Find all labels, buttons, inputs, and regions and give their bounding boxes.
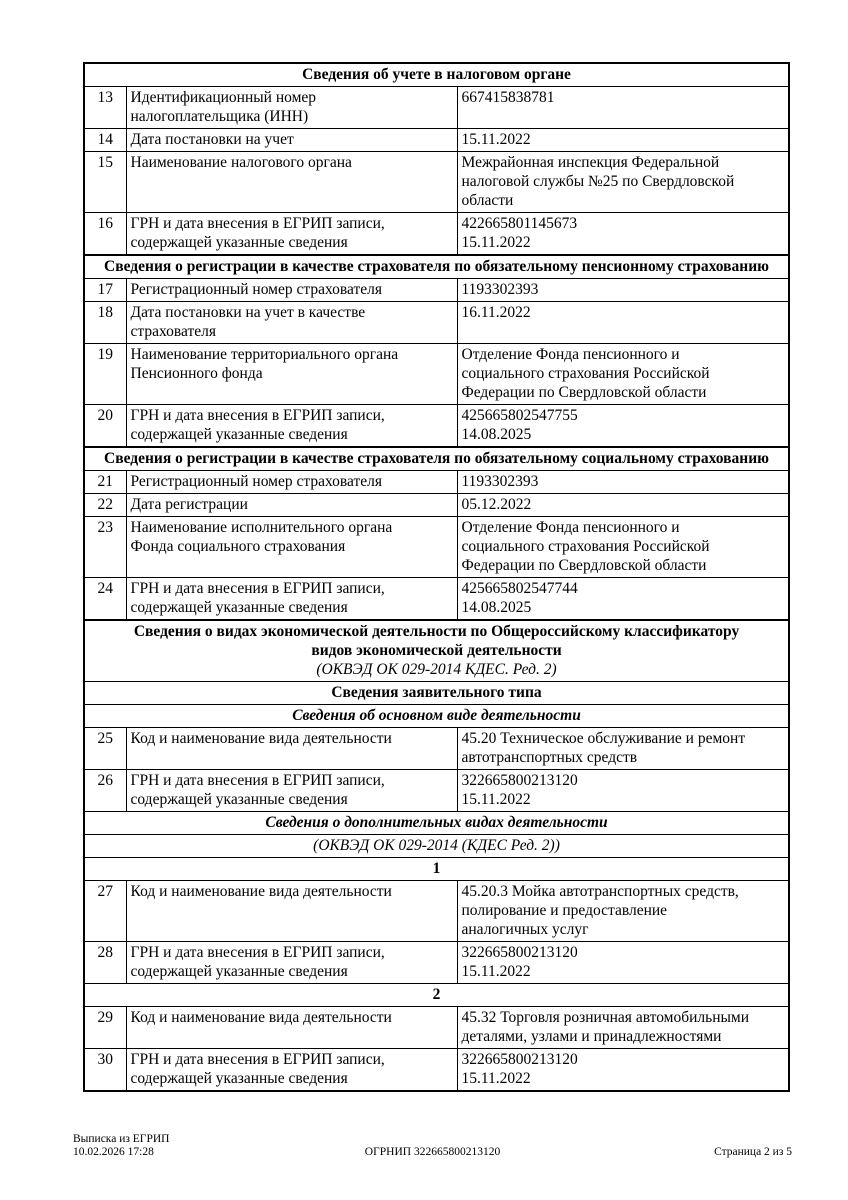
row-number-cell: 18 bbox=[84, 302, 126, 344]
table-row bbox=[84, 471, 789, 494]
row-number-cell: 17 bbox=[84, 279, 126, 302]
row-value-line: социального страхования Российской bbox=[461, 538, 710, 555]
section-header-cell bbox=[84, 620, 789, 682]
row-value-cell bbox=[457, 344, 789, 405]
row-value-line: Отделение Фонда пенсионного и bbox=[461, 519, 680, 536]
page-footer bbox=[73, 1133, 792, 1163]
section-header-line: 2 bbox=[432, 986, 441, 1003]
egrip-table-body bbox=[84, 63, 789, 1091]
table-row bbox=[84, 1049, 789, 1092]
table-row bbox=[84, 728, 789, 770]
row-value-line: 14.08.2025 bbox=[461, 599, 532, 616]
footer-left-block bbox=[73, 1133, 169, 1159]
row-number-cell: 21 bbox=[84, 471, 126, 494]
row-number-cell: 26 bbox=[84, 770, 126, 812]
row-value-line: 14.08.2025 bbox=[461, 426, 532, 443]
table-row bbox=[84, 302, 789, 344]
section-header-line: Сведения об учете в налоговом органе bbox=[302, 66, 571, 83]
row-value-cell bbox=[457, 881, 789, 942]
row-label-cell bbox=[126, 213, 457, 256]
row-label-line: Код и наименование вида деятельности bbox=[130, 883, 392, 900]
row-number-cell: 29 bbox=[84, 1007, 126, 1049]
row-value-cell bbox=[457, 87, 789, 129]
row-value-line: 45.20.3 Мойка автотранспортных средств, bbox=[461, 883, 739, 900]
egrip-table bbox=[83, 62, 790, 1092]
section-header-line: Сведения об основном виде деятельности bbox=[292, 707, 581, 724]
row-number-cell: 20 bbox=[84, 405, 126, 448]
section-header-row bbox=[84, 835, 789, 858]
row-value-cell bbox=[457, 213, 789, 256]
row-number-cell: 25 bbox=[84, 728, 126, 770]
section-header-row bbox=[84, 620, 789, 682]
row-value-line: 15.11.2022 bbox=[461, 791, 531, 808]
row-label-line: Регистрационный номер страхователя bbox=[130, 281, 382, 298]
section-header-row bbox=[84, 255, 789, 279]
row-value-line: Отделение Фонда пенсионного и bbox=[461, 346, 680, 363]
row-label-line: страхователя bbox=[130, 323, 216, 340]
section-header-line: Сведения о регистрации в качестве страхователя по обязательному социальному страхованию bbox=[104, 450, 769, 467]
row-label-line: ГРН и дата внесения в ЕГРИП записи, bbox=[130, 1051, 385, 1068]
row-label-line: ГРН и дата внесения в ЕГРИП записи, bbox=[130, 407, 385, 424]
row-value-line: налоговой службы №25 по Свердловской bbox=[461, 173, 735, 190]
row-label-line: содержащей указанные сведения bbox=[130, 963, 348, 980]
row-value-line: полирование и предоставление bbox=[461, 902, 668, 919]
section-header-row bbox=[84, 858, 789, 881]
row-label-line: ГРН и дата внесения в ЕГРИП записи, bbox=[130, 944, 385, 961]
row-value-line: 322665800213120 bbox=[461, 772, 578, 789]
row-label-cell bbox=[126, 279, 457, 302]
row-label-line: Дата постановки на учет bbox=[130, 131, 294, 148]
section-header-line: 1 bbox=[432, 860, 441, 877]
table-row bbox=[84, 494, 789, 517]
row-value-cell bbox=[457, 728, 789, 770]
row-label-line: налогоплательщика (ИНН) bbox=[130, 108, 309, 125]
table-row bbox=[84, 770, 789, 812]
row-value-line: 16.11.2022 bbox=[461, 304, 531, 321]
row-value-line: социального страхования Российской bbox=[461, 365, 710, 382]
row-value-line: 15.11.2022 bbox=[461, 1070, 531, 1087]
row-value-cell bbox=[457, 405, 789, 448]
section-header-line: (ОКВЭД ОК 029-2014 (КДЕС Ред. 2)) bbox=[313, 837, 560, 854]
row-value-line: 322665800213120 bbox=[461, 944, 578, 961]
section-header-row bbox=[84, 447, 789, 471]
row-label-line: содержащей указанные сведения bbox=[130, 426, 348, 443]
row-value-line: 45.32 Торговля розничная автомобильными bbox=[461, 1009, 750, 1026]
row-label-line: содержащей указанные сведения bbox=[130, 234, 348, 251]
row-value-cell bbox=[457, 494, 789, 517]
row-number-cell: 15 bbox=[84, 152, 126, 213]
row-value-line: 322665800213120 bbox=[461, 1051, 578, 1068]
row-value-cell bbox=[457, 129, 789, 152]
row-number-cell: 13 bbox=[84, 87, 126, 129]
table-row bbox=[84, 129, 789, 152]
table-row bbox=[84, 517, 789, 578]
row-label-line: Идентификационный номер bbox=[130, 89, 317, 106]
section-header-cell bbox=[84, 984, 789, 1007]
row-label-line: ГРН и дата внесения в ЕГРИП записи, bbox=[130, 215, 385, 232]
row-value-line: 45.20 Техническое обслуживание и ремонт bbox=[461, 730, 746, 747]
row-value-line: 667415838781 bbox=[461, 89, 555, 106]
row-value-line: Федерации по Свердловской области bbox=[461, 384, 707, 401]
table-row bbox=[84, 87, 789, 129]
row-value-cell bbox=[457, 517, 789, 578]
table-row bbox=[84, 578, 789, 621]
row-label-cell bbox=[126, 129, 457, 152]
row-value-line: автотранспортных средств bbox=[461, 749, 638, 766]
row-value-line: деталями, узлами и принадлежностями bbox=[461, 1028, 722, 1045]
row-label-line: Регистрационный номер страхователя bbox=[130, 473, 382, 490]
section-header-row bbox=[84, 63, 789, 87]
row-number-cell: 28 bbox=[84, 942, 126, 984]
section-header-row bbox=[84, 984, 789, 1007]
section-header-cell bbox=[84, 682, 789, 705]
row-label-cell bbox=[126, 770, 457, 812]
row-label-cell bbox=[126, 471, 457, 494]
section-header-cell bbox=[84, 812, 789, 835]
section-header-line: Сведения о дополнительных видах деятельности bbox=[265, 814, 608, 831]
row-value-line: области bbox=[461, 192, 514, 209]
section-header-cell bbox=[84, 63, 789, 87]
row-number-cell: 19 bbox=[84, 344, 126, 405]
row-value-line: 15.11.2022 bbox=[461, 963, 531, 980]
section-header-cell bbox=[84, 255, 789, 279]
row-label-line: Пенсионного фонда bbox=[130, 365, 263, 382]
table-row bbox=[84, 1007, 789, 1049]
row-label-line: Код и наименование вида деятельности bbox=[130, 1009, 392, 1026]
row-value-line: 425665802547744 bbox=[461, 580, 578, 597]
row-label-line: Дата постановки на учет в качестве bbox=[130, 304, 366, 321]
section-header-cell bbox=[84, 858, 789, 881]
row-value-line: 425665802547755 bbox=[461, 407, 578, 424]
row-value-cell bbox=[457, 578, 789, 621]
table-row bbox=[84, 881, 789, 942]
row-value-cell bbox=[457, 942, 789, 984]
row-label-cell bbox=[126, 942, 457, 984]
section-header-row bbox=[84, 705, 789, 728]
row-value-line: 15.11.2022 bbox=[461, 234, 531, 251]
row-label-line: Наименование территориального органа bbox=[130, 346, 399, 363]
row-value-cell bbox=[457, 471, 789, 494]
row-value-cell bbox=[457, 152, 789, 213]
row-value-line: 1193302393 bbox=[461, 473, 539, 490]
row-label-cell bbox=[126, 152, 457, 213]
row-value-cell bbox=[457, 1007, 789, 1049]
row-label-cell bbox=[126, 344, 457, 405]
section-header-cell bbox=[84, 447, 789, 471]
row-label-line: содержащей указанные сведения bbox=[130, 791, 348, 808]
row-label-line: Фонда социального страхования bbox=[130, 538, 346, 555]
row-value-cell bbox=[457, 302, 789, 344]
table-row bbox=[84, 344, 789, 405]
row-value-line: Межрайонная инспекция Федеральной bbox=[461, 154, 720, 171]
table-row bbox=[84, 942, 789, 984]
section-header-cell bbox=[84, 705, 789, 728]
row-value-cell bbox=[457, 279, 789, 302]
row-label-line: Код и наименование вида деятельности bbox=[130, 730, 392, 747]
row-label-cell bbox=[126, 1007, 457, 1049]
row-number-cell: 16 bbox=[84, 213, 126, 256]
row-value-line: аналогичных услуг bbox=[461, 921, 589, 938]
row-label-line: Наименование налогового органа bbox=[130, 154, 352, 171]
row-label-line: Дата регистрации bbox=[130, 496, 248, 513]
row-number-cell: 30 bbox=[84, 1049, 126, 1092]
row-label-cell bbox=[126, 302, 457, 344]
row-number-cell: 14 bbox=[84, 129, 126, 152]
row-label-line: содержащей указанные сведения bbox=[130, 599, 348, 616]
row-label-cell bbox=[126, 728, 457, 770]
row-value-line: 422665801145673 bbox=[461, 215, 578, 232]
section-header-row bbox=[84, 682, 789, 705]
row-number-cell: 23 bbox=[84, 517, 126, 578]
row-number-cell: 24 bbox=[84, 578, 126, 621]
row-value-line: 05.12.2022 bbox=[461, 496, 532, 513]
row-value-cell bbox=[457, 1049, 789, 1092]
section-header-row bbox=[84, 812, 789, 835]
section-header-line: Сведения о видах экономической деятельности по Общероссийскому классификатору bbox=[133, 623, 740, 640]
section-header-line: Сведения заявительного типа bbox=[331, 684, 542, 701]
row-label-cell bbox=[126, 881, 457, 942]
row-label-cell bbox=[126, 405, 457, 448]
section-header-cell bbox=[84, 835, 789, 858]
footer-timestamp: 10.02.2026 17:28 bbox=[73, 1146, 154, 1158]
row-value-line: 1193302393 bbox=[461, 281, 539, 298]
row-value-line: Федерации по Свердловской области bbox=[461, 557, 707, 574]
footer-document-type: Выписка из ЕГРИП bbox=[73, 1133, 170, 1145]
row-label-line: содержащей указанные сведения bbox=[130, 1070, 348, 1087]
table-row bbox=[84, 152, 789, 213]
row-label-cell bbox=[126, 87, 457, 129]
row-label-line: Наименование исполнительного органа bbox=[130, 519, 393, 536]
row-label-cell bbox=[126, 517, 457, 578]
row-number-cell: 22 bbox=[84, 494, 126, 517]
section-header-line: видов экономической деятельности bbox=[311, 642, 562, 659]
row-number-cell: 27 bbox=[84, 881, 126, 942]
footer-ogrnip: ОГРНИП 322665800213120 bbox=[364, 1146, 501, 1158]
section-header-line: (ОКВЭД ОК 029-2014 КДЕС. Ред. 2) bbox=[316, 661, 557, 678]
row-label-cell bbox=[126, 494, 457, 517]
row-label-cell bbox=[126, 1049, 457, 1092]
table-row bbox=[84, 213, 789, 256]
row-label-line: ГРН и дата внесения в ЕГРИП записи, bbox=[130, 772, 385, 789]
table-row bbox=[84, 279, 789, 302]
row-label-cell bbox=[126, 578, 457, 621]
row-value-line: 15.11.2022 bbox=[461, 131, 531, 148]
row-value-cell bbox=[457, 770, 789, 812]
row-label-line: ГРН и дата внесения в ЕГРИП записи, bbox=[130, 580, 385, 597]
section-header-line: Сведения о регистрации в качестве страхователя по обязательному пенсионному страхованию bbox=[104, 258, 769, 275]
table-row bbox=[84, 405, 789, 448]
footer-page-number: Страница 2 из 5 bbox=[714, 1146, 792, 1158]
